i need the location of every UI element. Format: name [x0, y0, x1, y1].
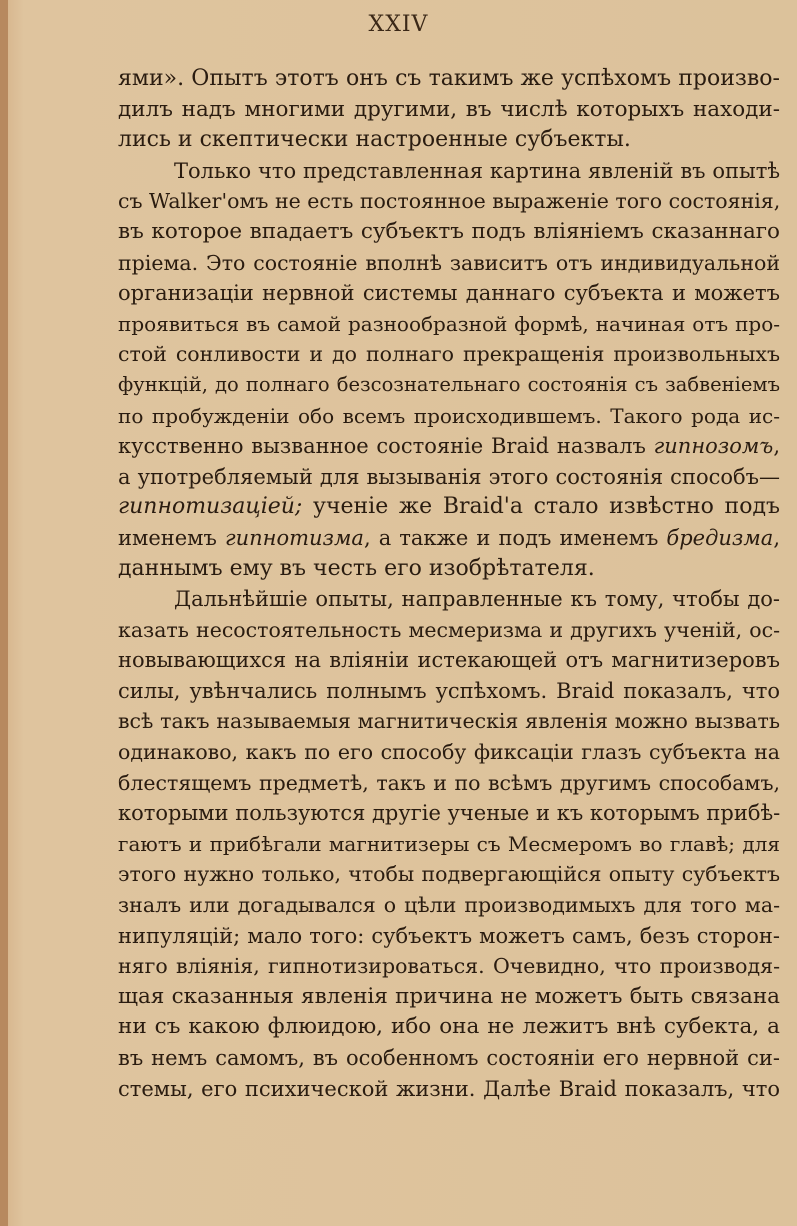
text-line: [118, 706, 780, 737]
text-line: [118, 64, 780, 95]
line-text: а употребляемый для вызыванія этого состоянія способъ—: [118, 464, 780, 489]
text-line: [118, 615, 780, 646]
line-text: именемъ: [118, 525, 225, 550]
line-text: лись и скептически настроенные субъекты.: [118, 127, 631, 153]
line-text: функцій, до полнаго безсознательнаго состоянія съ забвеніемъ: [118, 372, 780, 396]
text-line: [118, 401, 780, 432]
text-line: [118, 951, 780, 982]
text-line: [118, 248, 780, 279]
line-text: всѣ такъ называемыя магнитическія явленія можно вызвать: [118, 709, 780, 734]
line-text: по пробужденіи обо всемъ происходившемъ. Такого рода ис-: [118, 403, 780, 428]
line-text: силы, увѣнчались полнымъ успѣхомъ. Braid показалъ, что: [118, 678, 780, 703]
line-text: кусственно вызванное состояніе Braid назвалъ: [118, 434, 654, 459]
text-line: [118, 125, 780, 156]
text-line: [118, 523, 780, 554]
text-line: [118, 584, 780, 615]
line-text: гаютъ и прибѣгали магнитизеры съ Месмеромъ во главѣ; для: [118, 831, 780, 856]
line-text: проявиться въ самой разнообразной формѣ, начиная отъ про-: [118, 311, 780, 336]
text-line: [118, 921, 780, 952]
text-line: [118, 370, 780, 401]
text-line: [118, 1074, 780, 1105]
text-line: [118, 798, 780, 829]
line-text: , а также и подъ именемъ: [363, 525, 667, 550]
line-text: пріема. Это состояніе вполнѣ зависитъ отъ индивидуальной: [118, 250, 780, 275]
line-text: блестящемъ предметѣ, такъ и по всѣмъ другимъ способамъ,: [118, 770, 780, 795]
text-line: [118, 217, 780, 248]
line-text: ями». Опытъ этотъ онъ съ такимъ же успѣхомъ произво-: [118, 66, 780, 91]
line-text: съ Walker'омъ не есть постоянное выраженіе того состоянія,: [118, 189, 781, 214]
line-text: даннымъ ему въ честь его изобрѣтателя.: [118, 555, 595, 581]
text-line: [118, 737, 780, 768]
italic-term: бредизма: [666, 525, 774, 550]
line-text: няго вліянія, гипнотизироваться. Очевидно, что производя-: [118, 954, 780, 979]
text-line: [118, 1012, 780, 1043]
line-text: дилъ надъ многими другими, въ числѣ которыхъ находи-: [118, 96, 780, 122]
text-line: [118, 156, 780, 187]
line-text: зналъ или догадывался о цѣли производимыхъ для того ма-: [118, 893, 780, 918]
text-line: [118, 492, 780, 523]
text-line: [118, 431, 780, 462]
body-text: [118, 64, 780, 1104]
line-text: въ немъ самомъ, въ особенномъ состояніи его нервной си-: [118, 1046, 780, 1070]
text-line: [118, 554, 780, 585]
line-text: этого нужно только, чтобы подвергающійся опыту субъектъ: [118, 862, 780, 887]
text-line: [118, 676, 780, 707]
line-text: ни съ какою флюидою, ибо она не лежитъ внѣ субекта, а: [118, 1014, 780, 1040]
line-text: ученіе же Braid'a стало извѣстно подъ: [302, 494, 780, 520]
line-text: Дальнѣйшіе опыты, направленные къ тому, чтобы до-: [174, 587, 780, 612]
line-text: организаціи нервной системы даннаго субъекта и можетъ: [118, 281, 780, 306]
line-text: одинаково, какъ по его способу фиксаціи глазъ субъекта на: [118, 740, 780, 765]
text-line: [118, 339, 780, 370]
text-line: [118, 462, 780, 493]
page-edge: [0, 0, 8, 1226]
line-text: Только что представленная картина явленій въ опытѣ: [174, 158, 780, 183]
line-text: новывающихся на вліяніи истекающей отъ магнитизеровъ: [118, 648, 780, 673]
line-text: нипуляцій; мало того: субъектъ можетъ самъ, безъ сторон-: [118, 923, 780, 948]
italic-term: гипнотизаціей;: [118, 494, 303, 520]
line-text: щая сказанныя явленія причина не можетъ быть связана: [118, 983, 780, 1009]
text-line: [118, 95, 780, 126]
text-line: [118, 829, 780, 860]
text-line: [118, 1043, 780, 1074]
text-line: [118, 890, 780, 921]
line-text: стемы, его психической жизни. Далѣе Braid показалъ, что: [118, 1076, 780, 1101]
text-line: [118, 645, 780, 676]
text-line: [118, 859, 780, 890]
text-line: [118, 309, 780, 340]
text-line: [118, 278, 780, 309]
line-text: въ которое впадаетъ субъектъ подъ вліяніемъ сказаннаго: [118, 218, 780, 244]
line-text: которыми пользуются другіе ученые и къ которымъ прибѣ-: [118, 801, 781, 826]
line-text: ,: [773, 434, 780, 459]
line-text: ,: [773, 525, 781, 550]
text-line: [118, 982, 780, 1013]
italic-term: гипнотизма: [224, 525, 364, 550]
page-number: XXIV: [368, 12, 429, 37]
text-line: [118, 186, 780, 217]
line-text: казать несостоятельность месмеризма и другихъ ученій, ос-: [118, 617, 780, 642]
line-text: стой сонливости и до полнаго прекращенія произвольныхъ: [118, 342, 780, 367]
italic-term: гипнозомъ: [653, 434, 774, 459]
text-line: [118, 768, 780, 799]
